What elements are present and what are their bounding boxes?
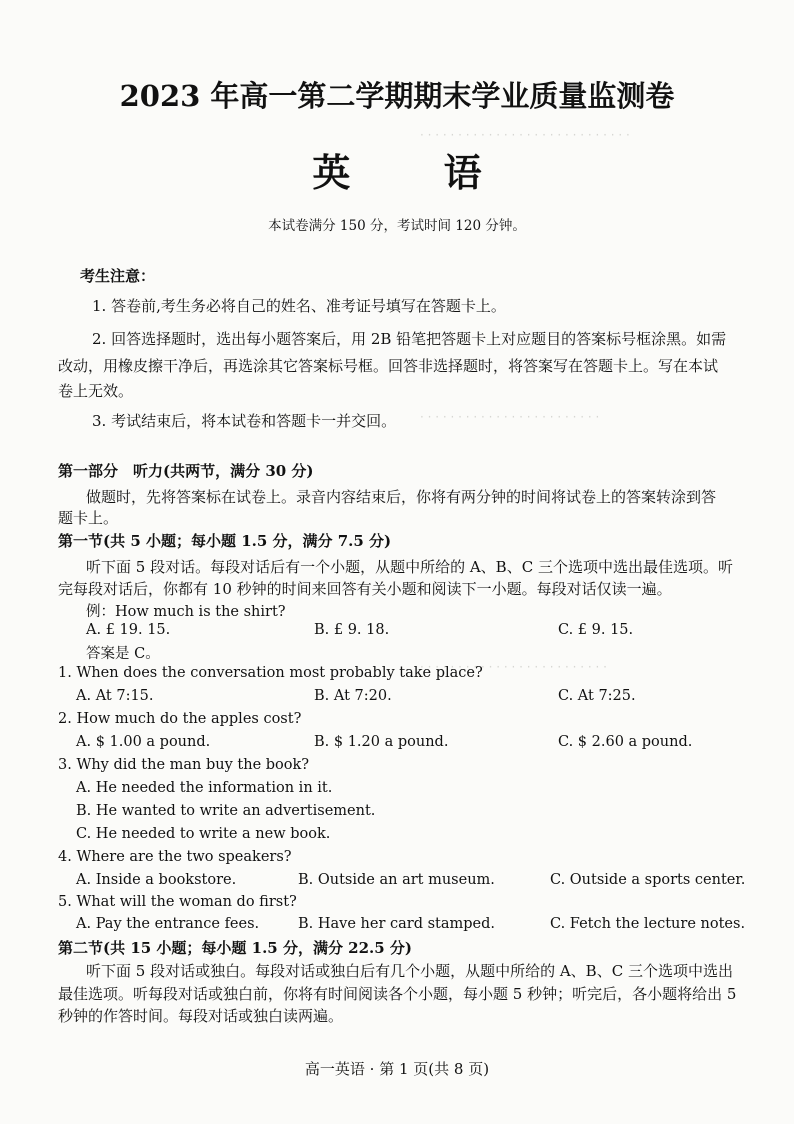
part1-heading: 第一部分 听力(共两节，满分 30 分): [58, 462, 314, 480]
question-1: 1. When does the conversation most probably take place?: [58, 665, 483, 681]
exam-info: 本试卷满分 150 分，考试时间 120 分钟。: [268, 218, 526, 234]
question-5-option-b: B. Have her card stamped.: [298, 916, 496, 932]
page-footer: 高一英语 · 第 1 页(共 8 页): [304, 1060, 490, 1078]
exam-title: 2023 年高一第二学期期末学业质量监测卷: [119, 79, 675, 113]
section2-intro-line-2: 最佳选项。听每段对话或独白前，你将有时间阅读各个小题，每小题 5 秒钟；听完后，各小题将给出 5: [58, 985, 737, 1003]
notice-item-2-line-3: 卷上无效。: [58, 382, 134, 400]
bleed-through-text: · · · · · · · · · · · · · · · · · · · · · · · · ·: [420, 660, 607, 674]
question-2-option-c: C. $ 2.60 a pound.: [558, 734, 693, 750]
question-4-option-b: B. Outside an art museum.: [298, 872, 495, 888]
notice-item-2-line-2: 改动，用橡皮擦干净后，再选涂其它答案标号框。回答非选择题时，将答案写在答题卡上。写在本试: [58, 357, 719, 375]
question-4: 4. Where are the two speakers?: [58, 849, 292, 865]
section2-intro-line-1: 听下面 5 段对话或独白。每段对话或独白后有几个小题，从题中所给的 A、B、C 三个选项中选出: [86, 962, 733, 980]
notice-item-2-line-1: 2. 回答选择题时，选出每小题答案后，用 2B 铅笔把答题卡上对应题目的答案标号框涂黑。如需: [92, 330, 727, 348]
bleed-through-text: · · · · · · · · · · · · · · · · · · · · · · · ·: [420, 410, 600, 424]
question-3-option-b: B. He wanted to write an advertisement.: [76, 803, 376, 819]
question-1-option-b: B. At 7:20.: [314, 688, 392, 704]
section2-intro-line-3: 秒钟的作答时间。每段对话或独白读两遍。: [58, 1007, 344, 1025]
part1-intro-line-1: 做题时，先将答案标在试卷上。录音内容结束后，你将有两分钟的时间将试卷上的答案转涂到答: [86, 488, 717, 506]
example-question: 例：How much is the shirt?: [86, 604, 286, 620]
bleed-through-text: · · · · · · · · · · · · · · · · · · · · · · · · · · · ·: [420, 128, 630, 142]
question-2-option-b: B. $ 1.20 a pound.: [314, 734, 449, 750]
example-option-b: B. £ 9. 18.: [314, 622, 390, 638]
notice-item-3: 3. 考试结束后，将本试卷和答题卡一并交回。: [92, 412, 397, 430]
question-5-option-a: A. Pay the entrance fees.: [76, 916, 260, 932]
subject-title: 英 语: [312, 150, 522, 195]
question-5-option-c: C. Fetch the lecture notes.: [550, 916, 746, 932]
question-1-option-a: A. At 7:15.: [76, 688, 154, 704]
notice-item-1: 1. 答卷前,考生务必将自己的姓名、准考证号填写在答题卡上。: [92, 297, 506, 315]
section1-heading: 第一节(共 5 小题；每小题 1.5 分，满分 7.5 分): [58, 532, 392, 550]
question-4-option-a: A. Inside a bookstore.: [76, 872, 237, 888]
question-3-option-a: A. He needed the information in it.: [76, 780, 333, 796]
question-3: 3. Why did the man buy the book?: [58, 757, 310, 773]
part1-intro-line-2: 题卡上。: [58, 509, 119, 527]
question-1-option-c: C. At 7:25.: [558, 688, 636, 704]
notice-heading: 考生注意：: [80, 267, 156, 285]
section2-heading: 第二节(共 15 小题；每小题 1.5 分，满分 22.5 分): [58, 939, 413, 957]
example-answer: 答案是 C。: [86, 646, 160, 662]
question-2: 2. How much do the apples cost?: [58, 711, 302, 727]
question-3-option-c: C. He needed to write a new book.: [76, 826, 331, 842]
question-2-option-a: A. $ 1.00 a pound.: [76, 734, 211, 750]
question-5: 5. What will the woman do first?: [58, 894, 297, 910]
section1-intro-line-2: 完每段对话后，你都有 10 秒钟的时间来回答有关小题和阅读下一小题。每段对话仅读一遍。: [58, 580, 672, 598]
example-option-a: A. £ 19. 15.: [86, 622, 171, 638]
example-option-c: C. £ 9. 15.: [558, 622, 634, 638]
section1-intro-line-1: 听下面 5 段对话。每段对话后有一个小题，从题中所给的 A、B、C 三个选项中选出最佳选项。听: [86, 558, 733, 576]
question-4-option-c: C. Outside a sports center.: [550, 872, 746, 888]
